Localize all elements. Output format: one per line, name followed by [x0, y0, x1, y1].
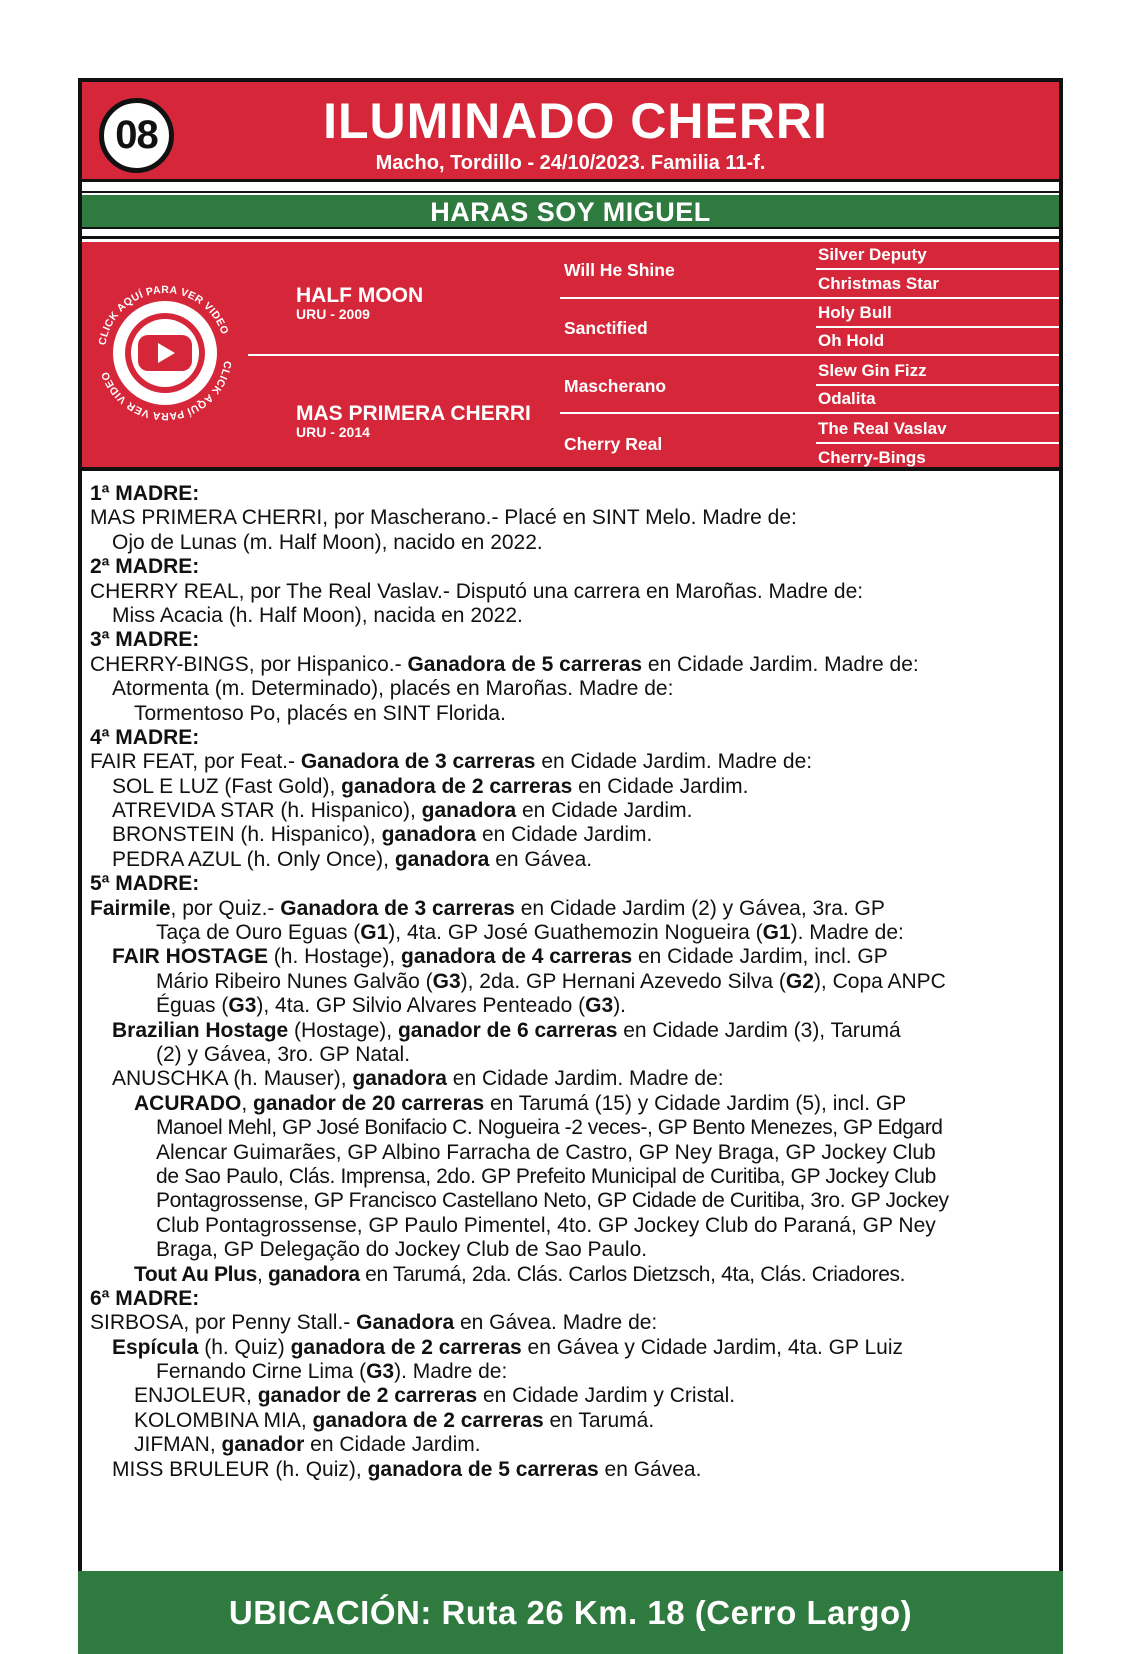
text: ), 4ta. GP José Guathemozin Nogueira (: [388, 921, 763, 945]
ggp-2: Christmas Star: [818, 274, 939, 293]
text: SIRBOSA, por Penny Stall.-: [90, 1311, 357, 1335]
text: BRONSTEIN (h. Hispanico),: [112, 823, 382, 847]
gp-divider-1: [560, 297, 816, 299]
text: Fernando Cirne Lima (: [156, 1360, 367, 1384]
dam-name: MAS PRIMERA CHERRI: [296, 402, 531, 425]
grandsire-paternal: Will He Shine: [564, 260, 675, 280]
text: en Cidade Jardim.: [304, 1433, 481, 1457]
sixth-dam-line: [90, 1311, 1055, 1335]
ggp-divider-4: [816, 354, 1059, 356]
third-dam-produce: Atormenta (m. Determinado), placés en Maroñas. Madre de:: [112, 677, 674, 701]
video-caption-2[interactable]: CLICK AQUÍ PARA VER VIDEO: [99, 359, 234, 423]
family-text: [90, 482, 1055, 1482]
sixth-dam-grandproduce-2: [90, 1409, 1055, 1433]
fourth-dam-heading: 4ª MADRE:: [90, 725, 200, 749]
first-dam-produce: Ojo de Lunas (m. Half Moon), nacido en 2022.: [112, 530, 543, 554]
location-footer: UBICACIÓN: Ruta 26 Km. 18 (Cerro Largo): [78, 1571, 1063, 1654]
sire-dam-divider: [248, 354, 560, 356]
text-bold: G1: [762, 921, 791, 945]
ggp-divider-7: [816, 442, 1059, 444]
text: en Cidade Jardim. Madre de:: [446, 1067, 724, 1091]
acurado-line-3: Alencar Guimarães, GP Albino Farracha de Castro, GP Ney Braga, GP Jockey Club: [156, 1140, 936, 1164]
fifth-dam-produce-1: [90, 945, 1055, 969]
text: ), 4ta. GP Silvio Alvares Penteado (: [256, 994, 586, 1018]
text-bold: ganadora de 4 carreras: [401, 945, 633, 969]
text-bold: ganador de 6 carreras: [397, 1018, 618, 1042]
header-bar: [82, 82, 1059, 182]
text: , por Quiz.-: [170, 896, 281, 920]
text: Mário Ribeiro Nunes Galvão (: [156, 969, 433, 993]
fifth-dam-produce-1-cont: [90, 970, 1055, 994]
horse-name: ILUMINADO CHERRI: [323, 93, 828, 149]
fifth-dam-produce-2-cont: (2) y Gávea, 3ro. GP Natal.: [156, 1042, 411, 1066]
first-dam-heading: 1ª MADRE:: [90, 482, 200, 505]
fourth-dam-produce-4: [90, 848, 1055, 872]
granddam-paternal: Sanctified: [564, 318, 648, 338]
text-bold: Ganadora de 3 carreras: [280, 896, 515, 920]
text: ). Madre de:: [394, 1360, 508, 1384]
text: en Cidade Jardim. Madre de:: [535, 750, 813, 774]
text: en Cidade Jardim y Cristal.: [477, 1384, 736, 1408]
acurado-line-2: Manoel Mehl, GP José Bonifacio C. Nogueira -2 veces-, GP Bento Menezes, GP Edgard: [156, 1116, 943, 1140]
sire-name: HALF MOON: [296, 284, 424, 307]
text-bold: G2: [785, 969, 814, 993]
sire-info: URU - 2009: [296, 306, 370, 322]
second-dam-line: CHERRY REAL, por The Real Vaslav.- Disputó una carrera en Maroñas. Madre de:: [90, 579, 864, 603]
sixth-dam-produce-1-cont: [90, 1360, 1055, 1384]
video-caption-1[interactable]: CLICK AQUÍ PARA VER VIDEO: [96, 283, 231, 347]
fifth-dam-line-2: [90, 921, 1055, 945]
fifth-dam-grandproduce-2: [90, 1263, 1055, 1287]
text: en Cidade Jardim.: [476, 823, 653, 847]
fourth-dam-produce-3: [90, 823, 1055, 847]
text: FAIR FEAT, por Feat.-: [90, 750, 301, 774]
text-bold: ganadora: [394, 847, 490, 871]
ggp-divider-6: [816, 412, 1059, 414]
text: en Tarumá, 2da. Clás. Carlos Dietzsch, 4ta, Clás. Criadores.: [359, 1262, 906, 1286]
ggp-divider-3: [816, 326, 1059, 328]
ggp-3: Holy Bull: [818, 303, 892, 322]
text-bold: Ganadora: [356, 1311, 455, 1335]
ggp-divider-5: [816, 384, 1059, 386]
text: en Gávea. Madre de:: [454, 1311, 658, 1335]
sixth-dam-produce-2: [90, 1458, 1055, 1482]
text: en Cidade Jardim. Madre de:: [642, 652, 919, 676]
text: ), Copa ANPC: [813, 969, 946, 993]
text: en Cidade Jardim (2) y Gávea, 3ra. GP: [514, 896, 885, 920]
ggp-1: Silver Deputy: [818, 245, 927, 264]
fourth-dam-produce-2: [90, 799, 1055, 823]
fourth-dam-produce-1: [90, 775, 1055, 799]
fifth-dam-line: [90, 897, 1055, 921]
text-bold: Fairmile: [90, 896, 171, 920]
ggp-7: The Real Vaslav: [818, 419, 947, 438]
text: ANUSCHKA (h. Mauser),: [112, 1067, 353, 1091]
text-bold: ganadora: [381, 823, 477, 847]
grandsire-maternal: Mascherano: [564, 376, 667, 396]
fourth-dam-line: [90, 750, 1055, 774]
text-bold: G3: [432, 969, 461, 993]
gp-divider-2: [560, 354, 816, 356]
text: en Cidade Jardim.: [516, 799, 693, 823]
text-bold: G3: [228, 994, 257, 1018]
text: JIFMAN,: [134, 1433, 222, 1457]
third-dam-line: [90, 653, 1055, 677]
lot-number: 08: [99, 98, 174, 173]
horse-card: [78, 78, 1063, 1654]
acurado-line-5: Pontagrossense, GP Francisco Castellano Neto, GP Cidade de Curitiba, 3ro. GP Jockey: [156, 1189, 949, 1213]
text-bold: Espícula: [112, 1335, 199, 1359]
text-bold: ACURADO: [134, 1091, 242, 1115]
video-link[interactable]: [90, 278, 240, 428]
text-bold: G3: [366, 1360, 395, 1384]
text: ,: [256, 1262, 268, 1286]
granddam-maternal: Cherry Real: [564, 434, 663, 454]
stripe-white-top: [82, 185, 1059, 193]
sixth-dam-grandproduce-1: [90, 1384, 1055, 1408]
text: KOLOMBINA MIA,: [134, 1408, 313, 1432]
text: en Tarumá.: [543, 1408, 655, 1432]
text: (Hostage),: [288, 1018, 398, 1042]
text: Éguas (: [156, 994, 229, 1018]
fifth-dam-produce-3: [90, 1067, 1055, 1091]
dam-info: URU - 2014: [296, 424, 370, 440]
third-dam-grandproduce: Tormentoso Po, placés en SINT Florida.: [134, 701, 506, 725]
text-bold: FAIR HOSTAGE: [112, 945, 268, 969]
text: SOL E LUZ (Fast Gold),: [112, 774, 342, 798]
text-bold: ganadora: [267, 1262, 360, 1286]
text-bold: ganadora: [421, 799, 517, 823]
text: ). Madre de:: [790, 921, 904, 945]
text-bold: Ganadora de 5 carreras: [407, 652, 643, 676]
fifth-dam-produce-2: [90, 1019, 1055, 1043]
ggp-5: Slew Gin Fizz: [818, 361, 927, 380]
horse-details: Macho, Tordillo - 24/10/2023. Familia 11-f.: [375, 152, 766, 174]
stripe-white-bottom: [82, 231, 1059, 239]
text: (h. Quiz): [198, 1335, 291, 1359]
acurado-line-7: Braga, GP Delegação do Jockey Club de Sao Paulo.: [156, 1238, 648, 1262]
text-bold: ganadora de 2 carreras: [341, 774, 573, 798]
ggp-6: Odalita: [818, 389, 876, 408]
text: ,: [241, 1091, 253, 1115]
text: ENJOLEUR,: [134, 1384, 258, 1408]
text-bold: G1: [360, 921, 389, 945]
text: MISS BRULEUR (h. Quiz),: [112, 1457, 368, 1481]
text: PEDRA AZUL (h. Only Once),: [112, 847, 395, 871]
text: en Gávea.: [598, 1457, 702, 1481]
fifth-dam-produce-1-cont-2: [90, 994, 1055, 1018]
text: en Gávea.: [489, 847, 593, 871]
text: en Cidade Jardim (3), Tarumá: [617, 1018, 901, 1042]
text-bold: ganador: [221, 1433, 305, 1457]
text: ), 2da. GP Hernani Azevedo Silva (: [460, 969, 786, 993]
fifth-dam-grandproduce-1: [90, 1092, 1055, 1116]
ggp-4: Oh Hold: [818, 331, 885, 350]
text-bold: ganador de 2 carreras: [257, 1384, 478, 1408]
second-dam-produce: Miss Acacia (h. Half Moon), nacida en 2022.: [112, 603, 523, 627]
text: ATREVIDA STAR (h. Hispanico),: [112, 799, 422, 823]
text: en Cidade Jardim.: [572, 774, 749, 798]
ggp-8: Cherry-Bings: [818, 448, 926, 467]
gp-divider-3: [560, 412, 816, 414]
text: Taça de Ouro Eguas (: [156, 921, 361, 945]
text-bold: G3: [585, 994, 614, 1018]
text: (h. Hostage),: [267, 945, 402, 969]
text-bold: Brazilian Hostage: [112, 1018, 289, 1042]
text: en Tarumá (15) y Cidade Jardim (5), incl. GP: [484, 1091, 907, 1115]
ggp-divider-2: [816, 297, 1059, 299]
acurado-line-6: Club Pontagrossense, GP Paulo Pimentel, 4to. GP Jockey Club do Paraná, GP Ney: [156, 1213, 936, 1237]
text-bold: ganadora: [352, 1067, 447, 1091]
text-bold: Ganadora de 3 carreras: [300, 750, 536, 774]
fifth-dam-heading: 5ª MADRE:: [90, 872, 200, 896]
text-bold: ganador de 20 carreras: [253, 1091, 485, 1115]
text-bold: ganadora de 5 carreras: [367, 1457, 599, 1481]
first-dam-line: MAS PRIMERA CHERRI, por Mascherano.- Placé en SINT Melo. Madre de:: [90, 506, 797, 530]
text: en Gávea y Cidade Jardim, 4ta. GP Luiz: [521, 1335, 903, 1359]
text-bold: ganadora de 2 carreras: [312, 1408, 544, 1432]
acurado-line-4: de Sao Paulo, Clás. Imprensa, 2do. GP Prefeito Municipal de Curitiba, GP Jockey Club: [156, 1164, 936, 1188]
text: ).: [613, 994, 627, 1018]
text: en Cidade Jardim, incl. GP: [632, 945, 888, 969]
text-bold: ganadora de 2 carreras: [290, 1335, 522, 1359]
sixth-dam-produce-1: [90, 1336, 1055, 1360]
pedigree-panel: [82, 242, 1059, 471]
second-dam-heading: 2ª MADRE:: [90, 555, 200, 579]
text: CHERRY-BINGS, por Hispanico.-: [90, 652, 408, 676]
sixth-dam-grandproduce-3: [90, 1433, 1055, 1457]
text-bold: Tout Au Plus: [134, 1262, 257, 1286]
sixth-dam-heading: 6ª MADRE:: [90, 1286, 200, 1310]
ggp-divider-1: [816, 268, 1059, 270]
third-dam-heading: 3ª MADRE:: [90, 628, 200, 652]
breeder-name: HARAS SOY MIGUEL: [82, 195, 1059, 229]
